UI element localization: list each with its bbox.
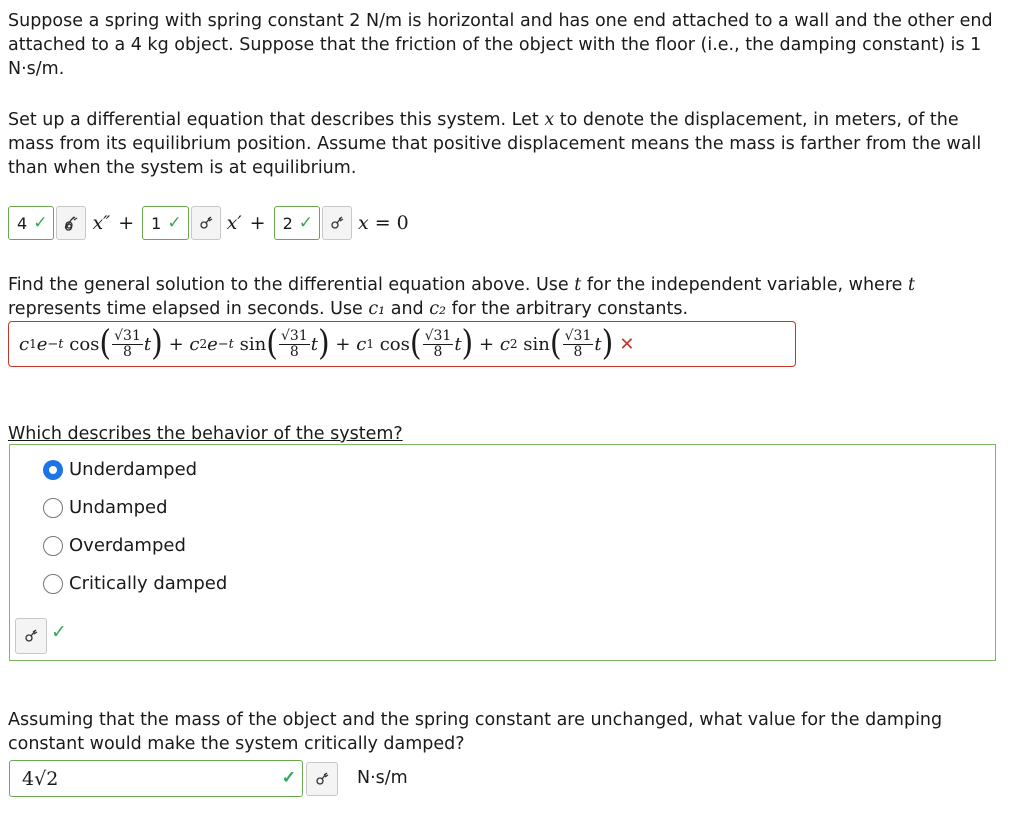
radio-icon[interactable] xyxy=(43,574,63,594)
behavior-options xyxy=(9,444,996,661)
check-icon: ✓ xyxy=(298,213,313,233)
coef-input-3[interactable]: 2 ✓ xyxy=(274,206,320,240)
option-overdamped[interactable]: Overdamped xyxy=(43,535,186,556)
damping-answer-input[interactable]: 4√2 ✓ xyxy=(9,760,303,797)
equation-rhs: = 0 xyxy=(374,212,409,234)
radio-icon[interactable] xyxy=(43,498,63,518)
coef-input-1[interactable]: 4 ✓ xyxy=(8,206,54,240)
math-keyboard-icon[interactable] xyxy=(191,206,221,240)
check-icon: ✓ xyxy=(33,213,48,233)
behavior-question: Which describes the behavior of the system? xyxy=(8,424,403,444)
check-icon: ✓ xyxy=(51,621,67,643)
problem-setup: Set up a differential equation that describes this system. Let x to denote the displacement, in meters, of the mass from its equilibrium position. Assume that positive displacement means the mass is farther from the wall than when the system is at equilibrium. xyxy=(8,110,982,178)
coef-input-2[interactable]: 1 ✓ xyxy=(142,206,188,240)
math-keyboard-icon[interactable] xyxy=(322,206,352,240)
math-keyboard-icon[interactable] xyxy=(15,618,47,654)
check-icon: ✓ xyxy=(281,768,296,788)
general-solution-input[interactable]: c 1 e −t cos ( $\frac{√31}{8}$ t ) + c 2 e −t sin ( $\frac{√31}{8}$ t ) + c 1 cos ( $\frac{√31}{8}$ t ) + c 2 sin ( $\frac{√31}{8}$ t ) ✕ xyxy=(8,321,796,367)
check-icon: ✓ xyxy=(167,213,182,233)
math-keyboard-icon[interactable] xyxy=(56,206,86,240)
radio-icon[interactable] xyxy=(43,536,63,556)
damping-question: Assuming that the mass of the object and the spring constant are unchanged, what value for the damping constant would make the system critically damped? xyxy=(8,710,943,754)
math-keyboard-icon[interactable] xyxy=(306,762,338,796)
cross-icon: ✕ xyxy=(619,333,635,355)
option-critically-damped[interactable]: Critically damped xyxy=(43,573,227,594)
option-undamped[interactable]: Undamped xyxy=(43,497,168,518)
general-solution-prompt: Find the general solution to the differential equation above. Use t for the independent variable, where t represents time elapsed in seconds. Use c₁ and c₂ for the arbitrary constants. xyxy=(8,275,916,319)
damping-unit: N·s/m xyxy=(357,768,408,788)
term-x-double-prime: x″ xyxy=(92,212,111,234)
option-underdamped[interactable]: Underdamped xyxy=(43,459,197,480)
radio-selected-icon[interactable] xyxy=(43,460,63,480)
differential-equation: 4 ✓ x″ + 1 ✓ x′ + 2 ✓ x = 0 xyxy=(8,205,409,241)
problem-intro: Suppose a spring with spring constant 2 N/m is horizontal and has one end attached to a wall and the other end attached to a 4 kg object. Suppose that the friction of the object with the floor (i.e., the damping constant) is 1 N·s/m. xyxy=(8,11,993,79)
term-x: x xyxy=(358,212,369,234)
term-x-prime: x′ xyxy=(226,212,242,234)
